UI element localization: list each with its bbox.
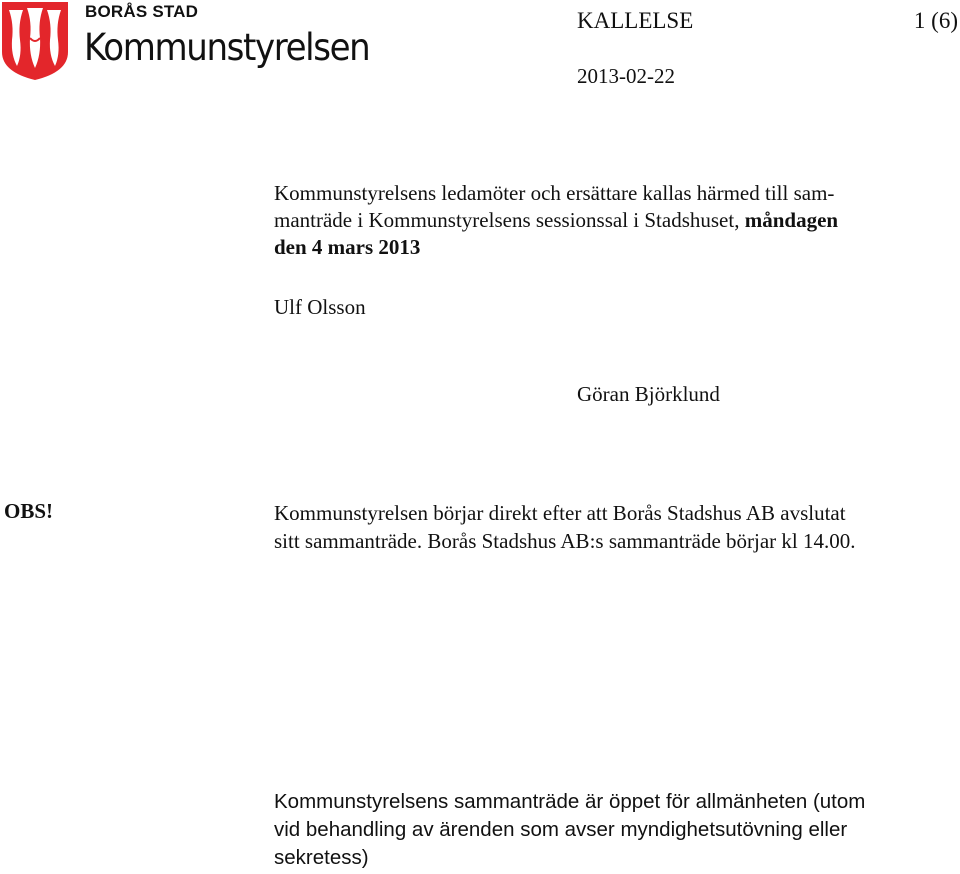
borås-coat-of-arms-logo — [0, 0, 70, 82]
summons-paragraph — [274, 180, 838, 261]
summons-line — [274, 234, 838, 261]
document-date: 2013-02-22 — [577, 64, 675, 88]
meeting-day: måndagen — [744, 208, 839, 232]
summons-line — [274, 207, 838, 234]
summons-text: manträde i Kommunstyrelsens sessionssal i Stadshuset, — [274, 208, 745, 232]
notice-line: Kommunstyrelsen börjar direkt efter att Borås Stadshus AB avslutat — [274, 501, 846, 525]
page-number: 1 (6) — [913, 8, 958, 33]
notice-line: sitt sammanträde. Borås Stadshus AB:s sammanträde börjar kl 14.00. — [274, 529, 856, 553]
public-note-line: Kommunstyrelsens sammanträde är öppet för allmänheten (utom — [274, 790, 866, 813]
logo-city-name: BORÅS STAD — [85, 2, 199, 21]
secretary-name: Göran Björklund — [577, 382, 720, 406]
public-meeting-note — [274, 788, 865, 872]
notice-text — [274, 499, 856, 555]
summons-line: Kommunstyrelsens ledamöter och ersättare kallas härmed till sam- — [274, 181, 835, 205]
document-type: KALLELSE — [577, 8, 694, 33]
public-note-line: sekretess) — [274, 846, 369, 869]
chair-name: Ulf Olsson — [274, 295, 366, 319]
notice-label: OBS! — [4, 499, 54, 523]
meeting-date: den 4 mars 2013 — [274, 235, 421, 259]
public-note-line: vid behandling av ärenden som avser myndighetsutövning eller — [274, 818, 848, 841]
logo-organization-name: Kommunstyrelsen — [84, 26, 370, 69]
